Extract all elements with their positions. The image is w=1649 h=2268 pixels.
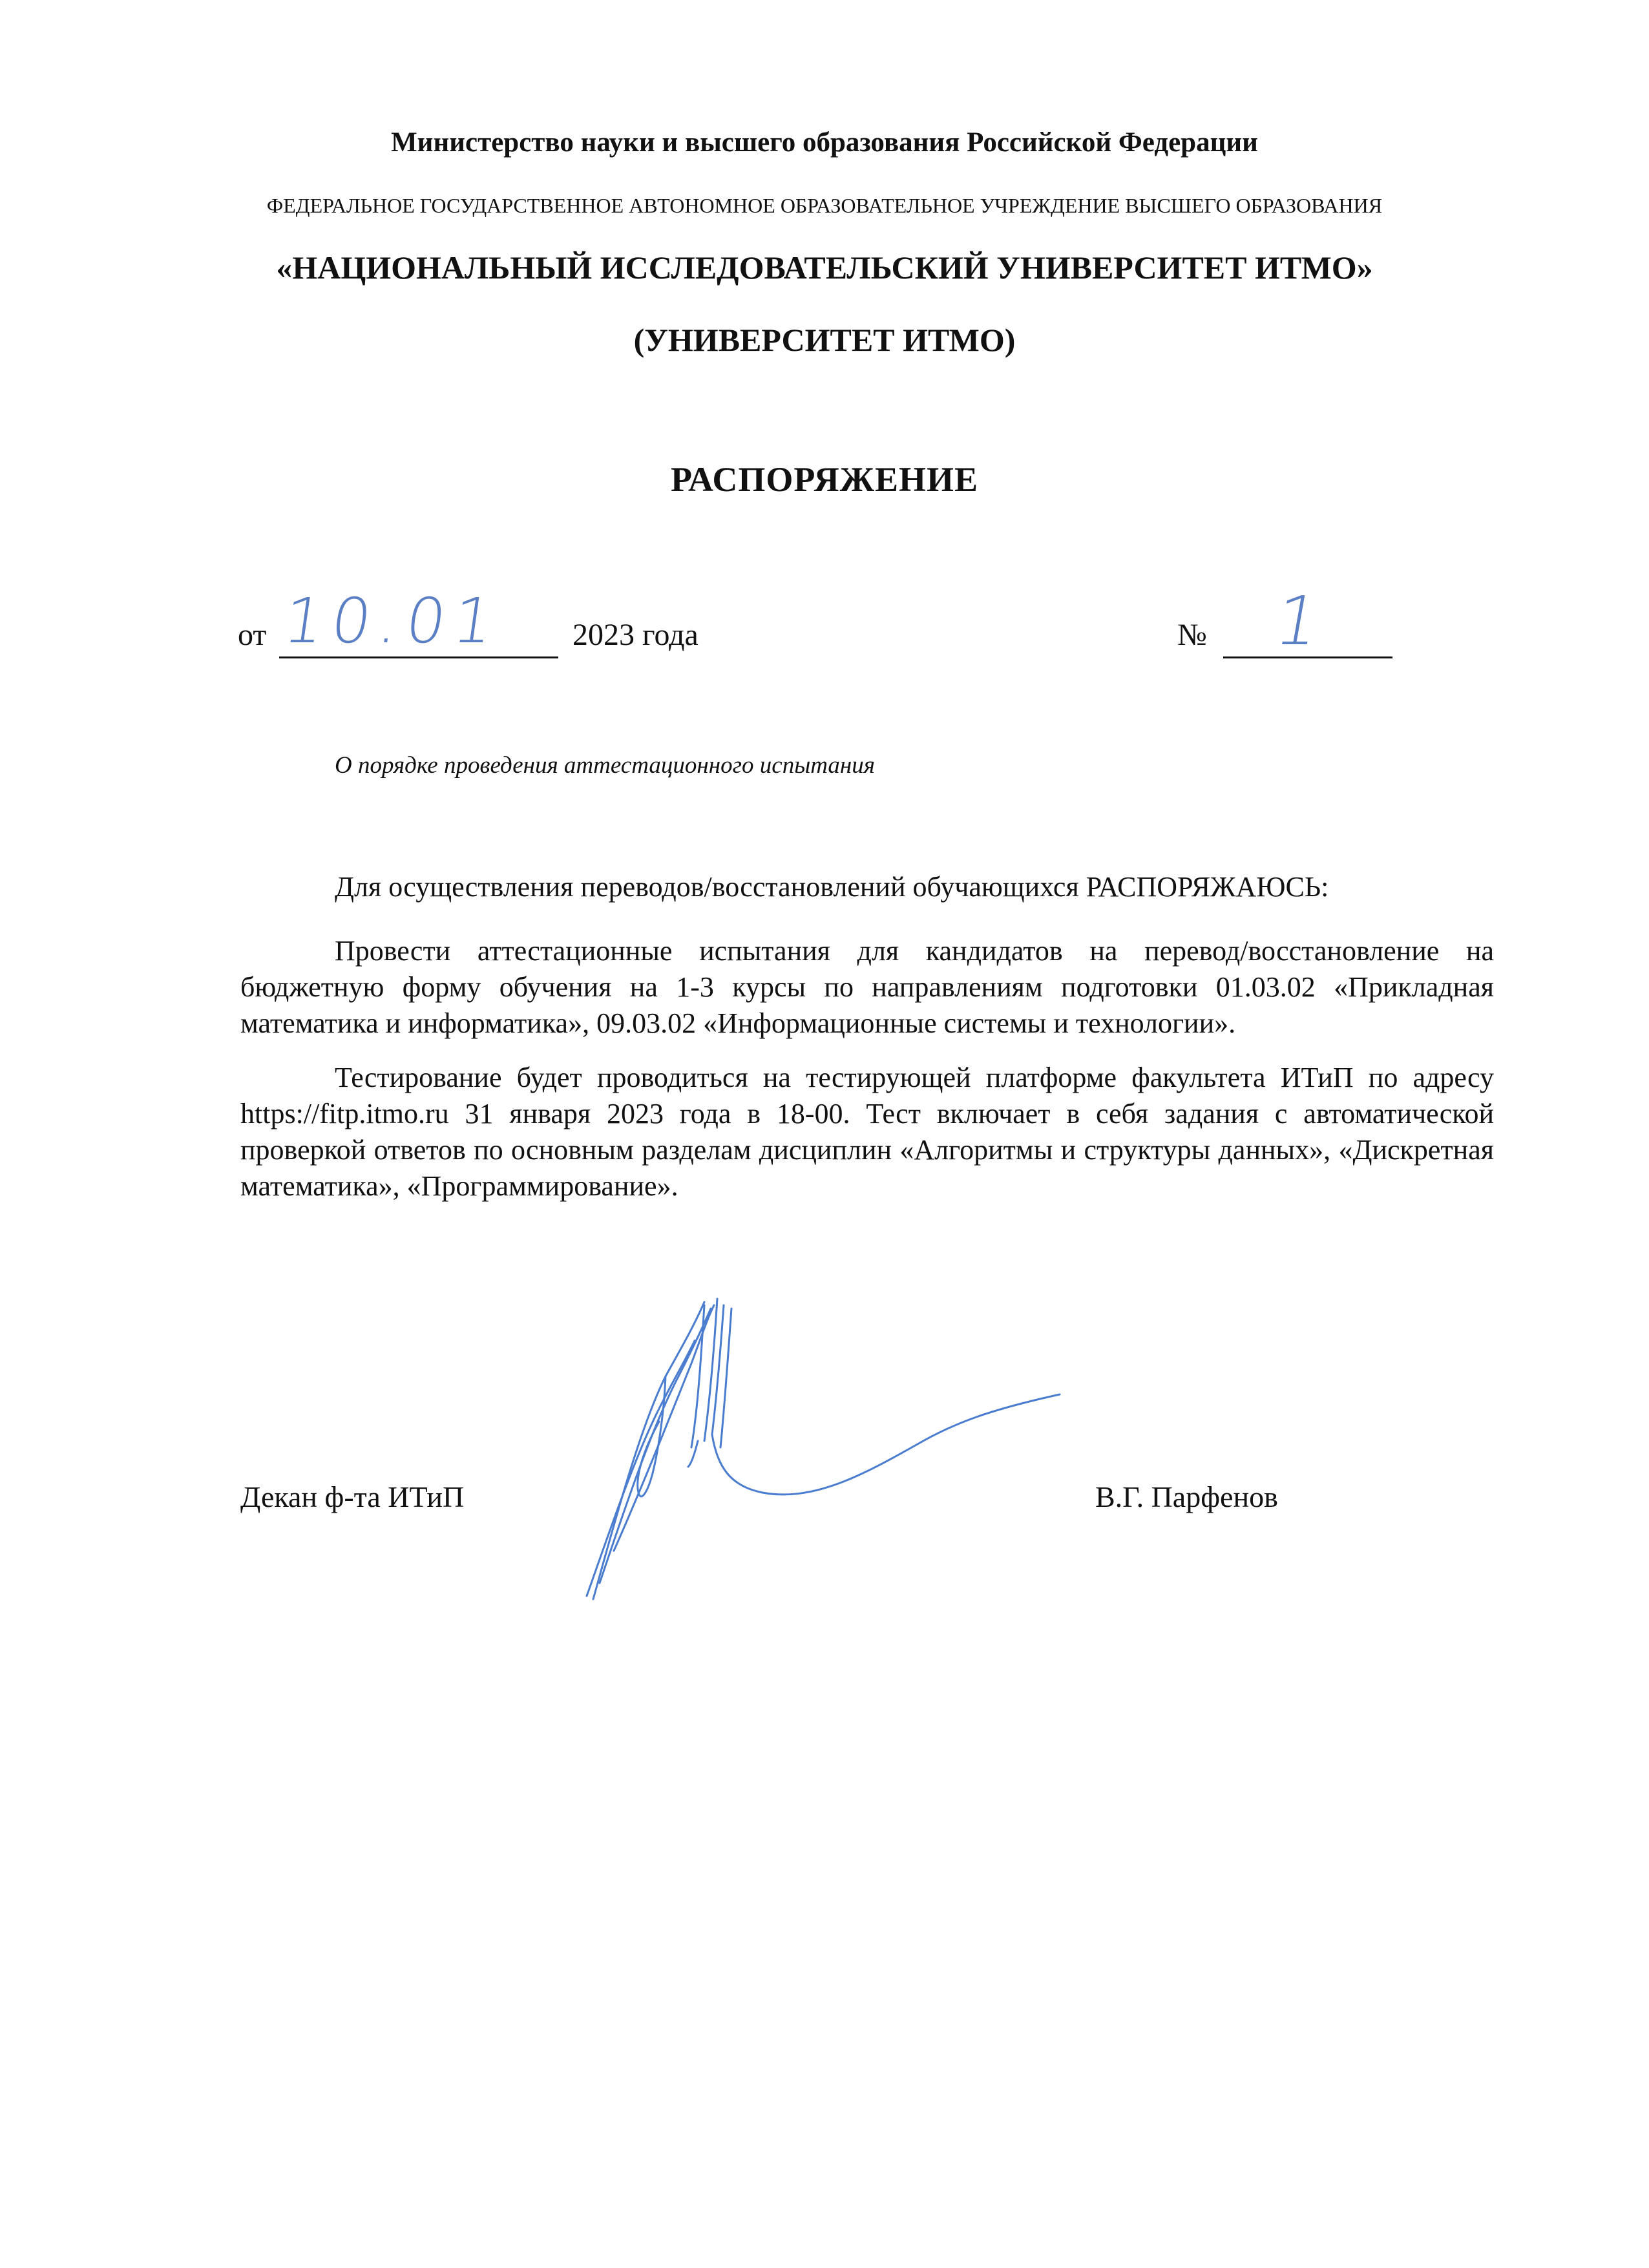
document-subject: О порядке проведения аттестационного испытания xyxy=(335,752,875,779)
number-label: № xyxy=(1177,618,1207,652)
paragraph-order: Провести аттестационные испытания для кандидатов на перевод/восстановление на бюджетную форму обучения на 1-3 курсы по направлениям подготовки 01.03.02 «Прикладная математика и информатика», 09.03.02 «Информационные системы и технологии». xyxy=(240,935,1494,1039)
university-name: «НАЦИОНАЛЬНЫЙ ИССЛЕДОВАТЕЛЬСКИЙ УНИВЕРСИТЕТ ИТМО» xyxy=(276,249,1373,286)
paragraph-intro: Для осуществления переводов/восстановлений обучающихся РАСПОРЯЖАЮСЬ: xyxy=(335,871,1329,903)
document-title: РАСПОРЯЖЕНИЕ xyxy=(670,460,979,499)
signer-position: Декан ф-та ИТиП xyxy=(240,1480,465,1513)
signer-name: В.Г. Парфенов xyxy=(1095,1480,1278,1513)
handwritten-number: 1 xyxy=(1269,582,1326,660)
date-prefix: от xyxy=(238,618,267,652)
ministry-heading: Министерство науки и высшего образования Российской Федерации xyxy=(391,127,1258,158)
handwritten-date: 10.01 xyxy=(279,585,506,657)
institution-type-line: ФЕДЕРАЛЬНОЕ ГОСУДАРСТВЕННОЕ АВТОНОМНОЕ ОБРАЗОВАТЕЛЬНОЕ УЧРЕЖДЕНИЕ ВЫСШЕГО ОБРАЗОВАНИЯ xyxy=(266,194,1383,217)
university-short-name: (УНИВЕРСИТЕТ ИТМО) xyxy=(633,322,1016,358)
paragraph-testing: Тестирование будет проводиться на тестирующей платформе факультета ИТиП по адресу https://fitp.itmo.ru 31 января 2023 года в 18-00. Тест включает в себя задания с автоматической проверкой ответов по основным разделам дисциплин «Алгоритмы и структуры данных», «Дискретная математика», «Программирование». xyxy=(240,1062,1494,1202)
date-year: 2023 года xyxy=(572,618,698,652)
handwritten-signature xyxy=(569,1279,1073,1615)
